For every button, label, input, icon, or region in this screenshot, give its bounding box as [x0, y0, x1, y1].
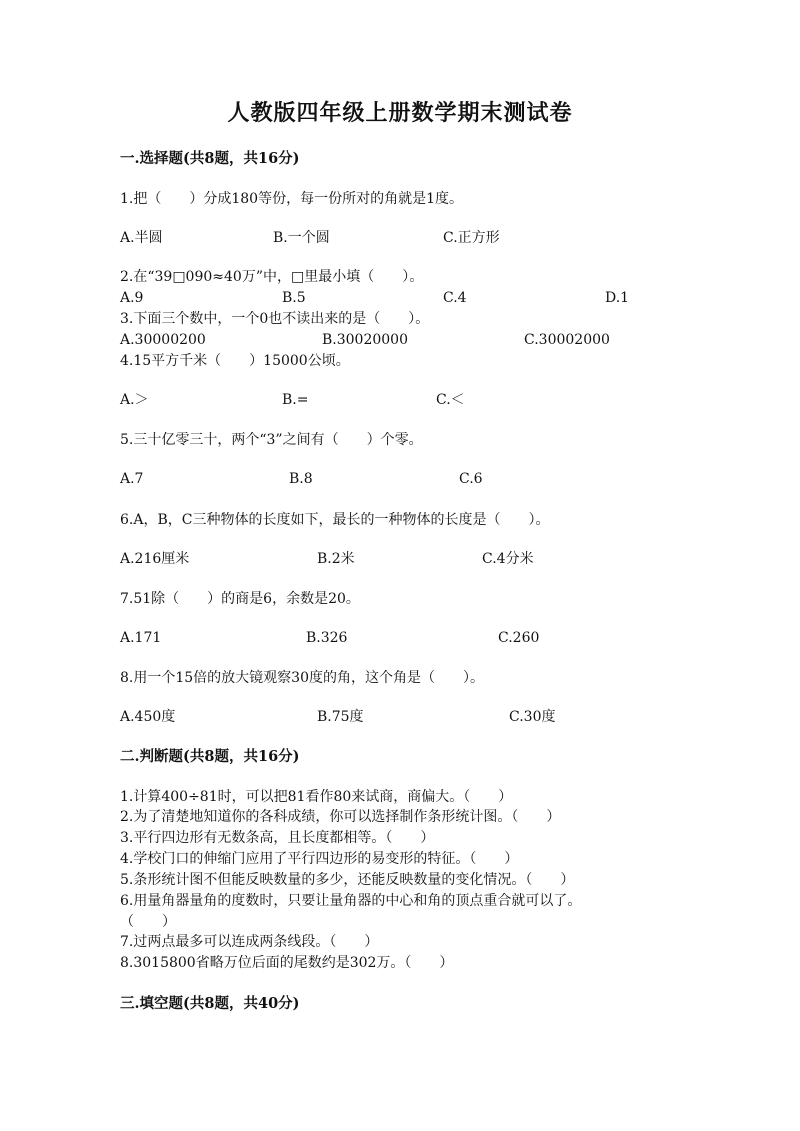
question-stem: 2.在“39□090≈40万”中，□里最小填（ ）。: [120, 269, 424, 285]
option: C.6: [459, 471, 483, 487]
option: C.4分米: [482, 551, 534, 567]
option: B.5: [282, 290, 306, 306]
option: A.450度: [120, 709, 176, 725]
option: C.260: [498, 630, 540, 646]
option: C.正方形: [443, 230, 500, 246]
judgement-item: 8.3015800省略万位后面的尾数约是302万。（ ）: [120, 955, 454, 971]
option: D.1: [605, 290, 630, 306]
judgement-item: 3.平行四边形有无数条高，且长度都相等。（ ）: [120, 830, 435, 846]
option: A.7: [120, 471, 144, 487]
judgement-item: 1.计算400÷81时，可以把81看作80来试商，商偏大。（ ）: [120, 789, 513, 805]
option: B.8: [289, 471, 313, 487]
option: B.30020000: [322, 332, 408, 348]
option: B.=: [282, 392, 309, 408]
question-stem: 8.用一个15倍的放大镜观察30度的角，这个角是（ ）。: [120, 670, 484, 686]
judgement-item: 2.为了清楚地知道你的各科成绩，你可以选择制作条形统计图。（ ）: [120, 809, 561, 825]
option: B.2米: [317, 551, 355, 567]
judgement-item-continuation: （ ）: [120, 914, 176, 930]
option: A.30000200: [120, 332, 206, 348]
judgement-item: 5.条形统计图不但能反映数量的多少，还能反映数量的变化情况。（ ）: [120, 872, 575, 888]
option: B.326: [306, 630, 348, 646]
option: A.9: [120, 290, 144, 306]
question-stem: 3.下面三个数中，一个0也不读出来的是（ ）。: [120, 311, 430, 327]
option: A.171: [120, 630, 162, 646]
section-heading-fill-blank: 三.填空题(共8题，共40分): [120, 995, 300, 1012]
option: A.半圆: [120, 230, 163, 246]
question-stem: 6.A，B，C三种物体的长度如下，最长的一种物体的长度是（ ）。: [120, 512, 550, 528]
question-stem: 5.三十亿零三十，两个“3”之间有（ ）个零。: [120, 432, 423, 448]
option: C.30度: [509, 709, 556, 725]
judgement-item: 4.学校门口的伸缩门应用了平行四边形的易变形的特征。（ ）: [120, 851, 519, 867]
option: A.216厘米: [120, 551, 190, 567]
question-stem: 7.51除（ ）的商是6，余数是20。: [120, 591, 360, 607]
section-heading-choice: 一.选择题(共8题，共16分): [120, 150, 300, 167]
option: A.＞: [120, 392, 149, 408]
option: B.75度: [317, 709, 364, 725]
section-heading-true-false: 二.判断题(共8题，共16分): [120, 748, 300, 765]
question-stem: 4.15平方千米（ ）15000公顷。: [120, 353, 350, 369]
judgement-item: 7.过两点最多可以连成两条线段。（ ）: [120, 934, 379, 950]
judgement-item: 6.用量角器量角的度数时，只要让量角器的中心和角的顶点重合就可以了。: [120, 893, 582, 909]
option: C.＜: [436, 392, 465, 408]
question-stem: 1.把（ ）分成180等份，每一份所对的角就是1度。: [120, 191, 463, 207]
option: C.4: [443, 290, 467, 306]
option: C.30002000: [524, 332, 610, 348]
option: B.一个圆: [273, 230, 330, 246]
page-title: 人教版四年级上册数学期末测试卷: [227, 100, 573, 126]
